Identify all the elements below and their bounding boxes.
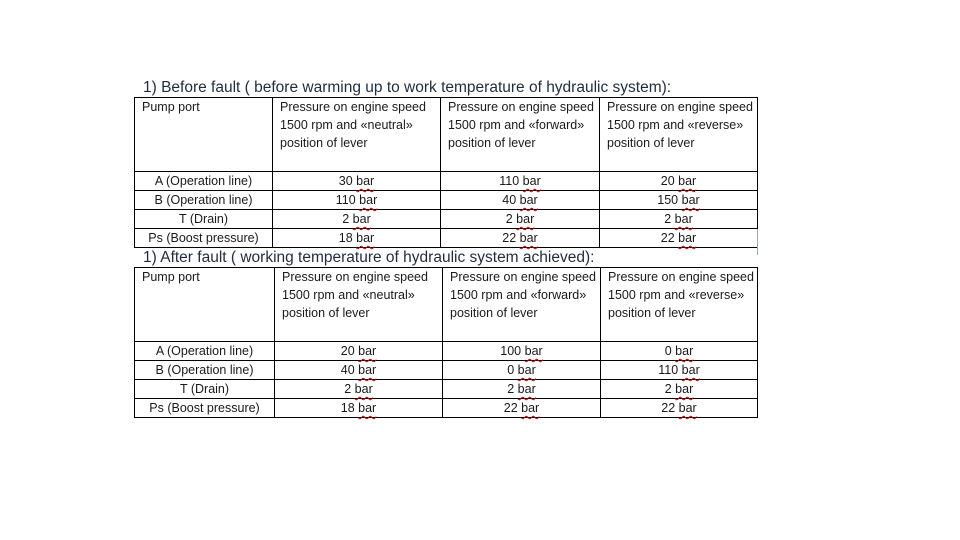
value-number: 20 xyxy=(340,344,355,358)
value-number: 110 xyxy=(335,193,356,207)
unit-label: bar xyxy=(678,174,697,188)
unit-label: bar xyxy=(356,174,375,188)
value-number: 22 xyxy=(502,231,517,245)
value-cell xyxy=(600,210,758,229)
unit-label: bar xyxy=(359,193,378,207)
header-cell: Pressure on engine speed 1500 rpm and «neutral» position of lever xyxy=(275,268,443,342)
table-row xyxy=(135,172,758,191)
header-cell: Pressure on engine speed 1500 rpm and «neutral» position of lever xyxy=(273,98,441,172)
pump-port-cell: A (Operation line) xyxy=(135,172,273,191)
table-row xyxy=(135,399,758,418)
value-number: 40 xyxy=(340,363,355,377)
header-cell: Pressure on engine speed 1500 rpm and «reverse» position of lever xyxy=(600,98,758,172)
unit-label: bar xyxy=(356,231,375,245)
value-number: 2 xyxy=(342,212,350,226)
value-number: 22 xyxy=(660,231,675,245)
pump-port-cell: B (Operation line) xyxy=(135,191,273,210)
value-cell xyxy=(600,172,758,191)
value-number: 18 xyxy=(338,231,353,245)
value-cell xyxy=(600,191,758,210)
unit-label: bar xyxy=(675,344,694,358)
unit-label: bar xyxy=(524,344,543,358)
value-cell xyxy=(275,380,443,399)
unit-label: bar xyxy=(681,193,700,207)
pump-port-cell: Ps (Boost pressure) xyxy=(135,399,275,418)
value-cell xyxy=(441,210,600,229)
text-cursor xyxy=(757,229,758,255)
table-row xyxy=(135,361,758,380)
value-number: 20 xyxy=(660,174,675,188)
unit-label: bar xyxy=(674,212,693,226)
value-number: 2 xyxy=(664,212,672,226)
header-cell: Pressure on engine speed 1500 rpm and «forward» position of lever xyxy=(443,268,601,342)
value-number: 22 xyxy=(661,401,676,415)
value-number: 18 xyxy=(340,401,355,415)
value-cell xyxy=(443,361,601,380)
value-number: 30 xyxy=(338,174,353,188)
unit-label: bar xyxy=(678,401,697,415)
value-number: 2 xyxy=(505,212,513,226)
unit-label: bar xyxy=(519,193,538,207)
unit-label: bar xyxy=(522,174,541,188)
pressure-table-before-fault xyxy=(134,97,758,248)
value-cell xyxy=(601,380,758,399)
value-cell xyxy=(441,172,600,191)
table-row xyxy=(135,342,758,361)
value-number: 22 xyxy=(503,401,518,415)
value-cell xyxy=(600,229,758,248)
unit-label: bar xyxy=(516,212,535,226)
value-number: 0 xyxy=(507,363,515,377)
pump-port-cell: Ps (Boost pressure) xyxy=(135,229,273,248)
value-number: 40 xyxy=(502,193,517,207)
pump-port-cell: A (Operation line) xyxy=(135,342,275,361)
value-number: 150 xyxy=(657,193,679,207)
header-cell: Pressure on engine speed 1500 rpm and «forward» position of lever xyxy=(441,98,600,172)
unit-label: bar xyxy=(352,212,371,226)
value-number: 0 xyxy=(664,344,672,358)
value-cell xyxy=(441,229,600,248)
value-number: 110 xyxy=(499,174,520,188)
pump-port-cell: B (Operation line) xyxy=(135,361,275,380)
value-cell xyxy=(601,342,758,361)
value-number: 2 xyxy=(664,382,672,396)
table-row xyxy=(135,380,758,399)
value-cell xyxy=(275,399,443,418)
header-cell: Pump port xyxy=(135,98,273,172)
unit-label: bar xyxy=(354,382,373,396)
value-number: 100 xyxy=(500,344,522,358)
unit-label: bar xyxy=(519,231,538,245)
value-number: 2 xyxy=(344,382,352,396)
table-row xyxy=(135,191,758,210)
unit-label: bar xyxy=(675,382,694,396)
header-cell: Pump port xyxy=(135,268,275,342)
unit-label: bar xyxy=(521,401,540,415)
unit-label: bar xyxy=(358,344,377,358)
pressure-table-after-fault xyxy=(134,267,758,418)
unit-label: bar xyxy=(358,363,377,377)
unit-label: bar xyxy=(681,363,700,377)
value-cell xyxy=(601,361,758,380)
table-row xyxy=(135,229,758,248)
value-cell xyxy=(273,172,441,191)
value-cell xyxy=(443,380,601,399)
table-header-row xyxy=(135,268,758,342)
value-cell xyxy=(601,399,758,418)
value-cell xyxy=(273,210,441,229)
section-heading-after-fault: 1) After fault ( working temperature of hydraulic system achieved): xyxy=(143,249,627,268)
table-row xyxy=(135,210,758,229)
unit-label: bar xyxy=(517,382,536,396)
unit-label: bar xyxy=(358,401,377,415)
value-cell xyxy=(273,191,441,210)
unit-label: bar xyxy=(517,363,536,377)
section-heading-before-fault: 1) Before fault ( before warming up to work temperature of hydraulic system): xyxy=(143,79,717,98)
pump-port-cell: T (Drain) xyxy=(135,380,275,399)
pump-port-cell: T (Drain) xyxy=(135,210,273,229)
value-number: 110 xyxy=(658,363,679,377)
unit-label: bar xyxy=(678,231,697,245)
value-cell xyxy=(275,361,443,380)
header-cell: Pressure on engine speed 1500 rpm and «reverse» position of lever xyxy=(601,268,758,342)
value-cell xyxy=(443,342,601,361)
value-number: 2 xyxy=(507,382,515,396)
value-cell xyxy=(273,229,441,248)
value-cell xyxy=(443,399,601,418)
value-cell xyxy=(441,191,600,210)
table-header-row xyxy=(135,98,758,172)
value-cell xyxy=(275,342,443,361)
